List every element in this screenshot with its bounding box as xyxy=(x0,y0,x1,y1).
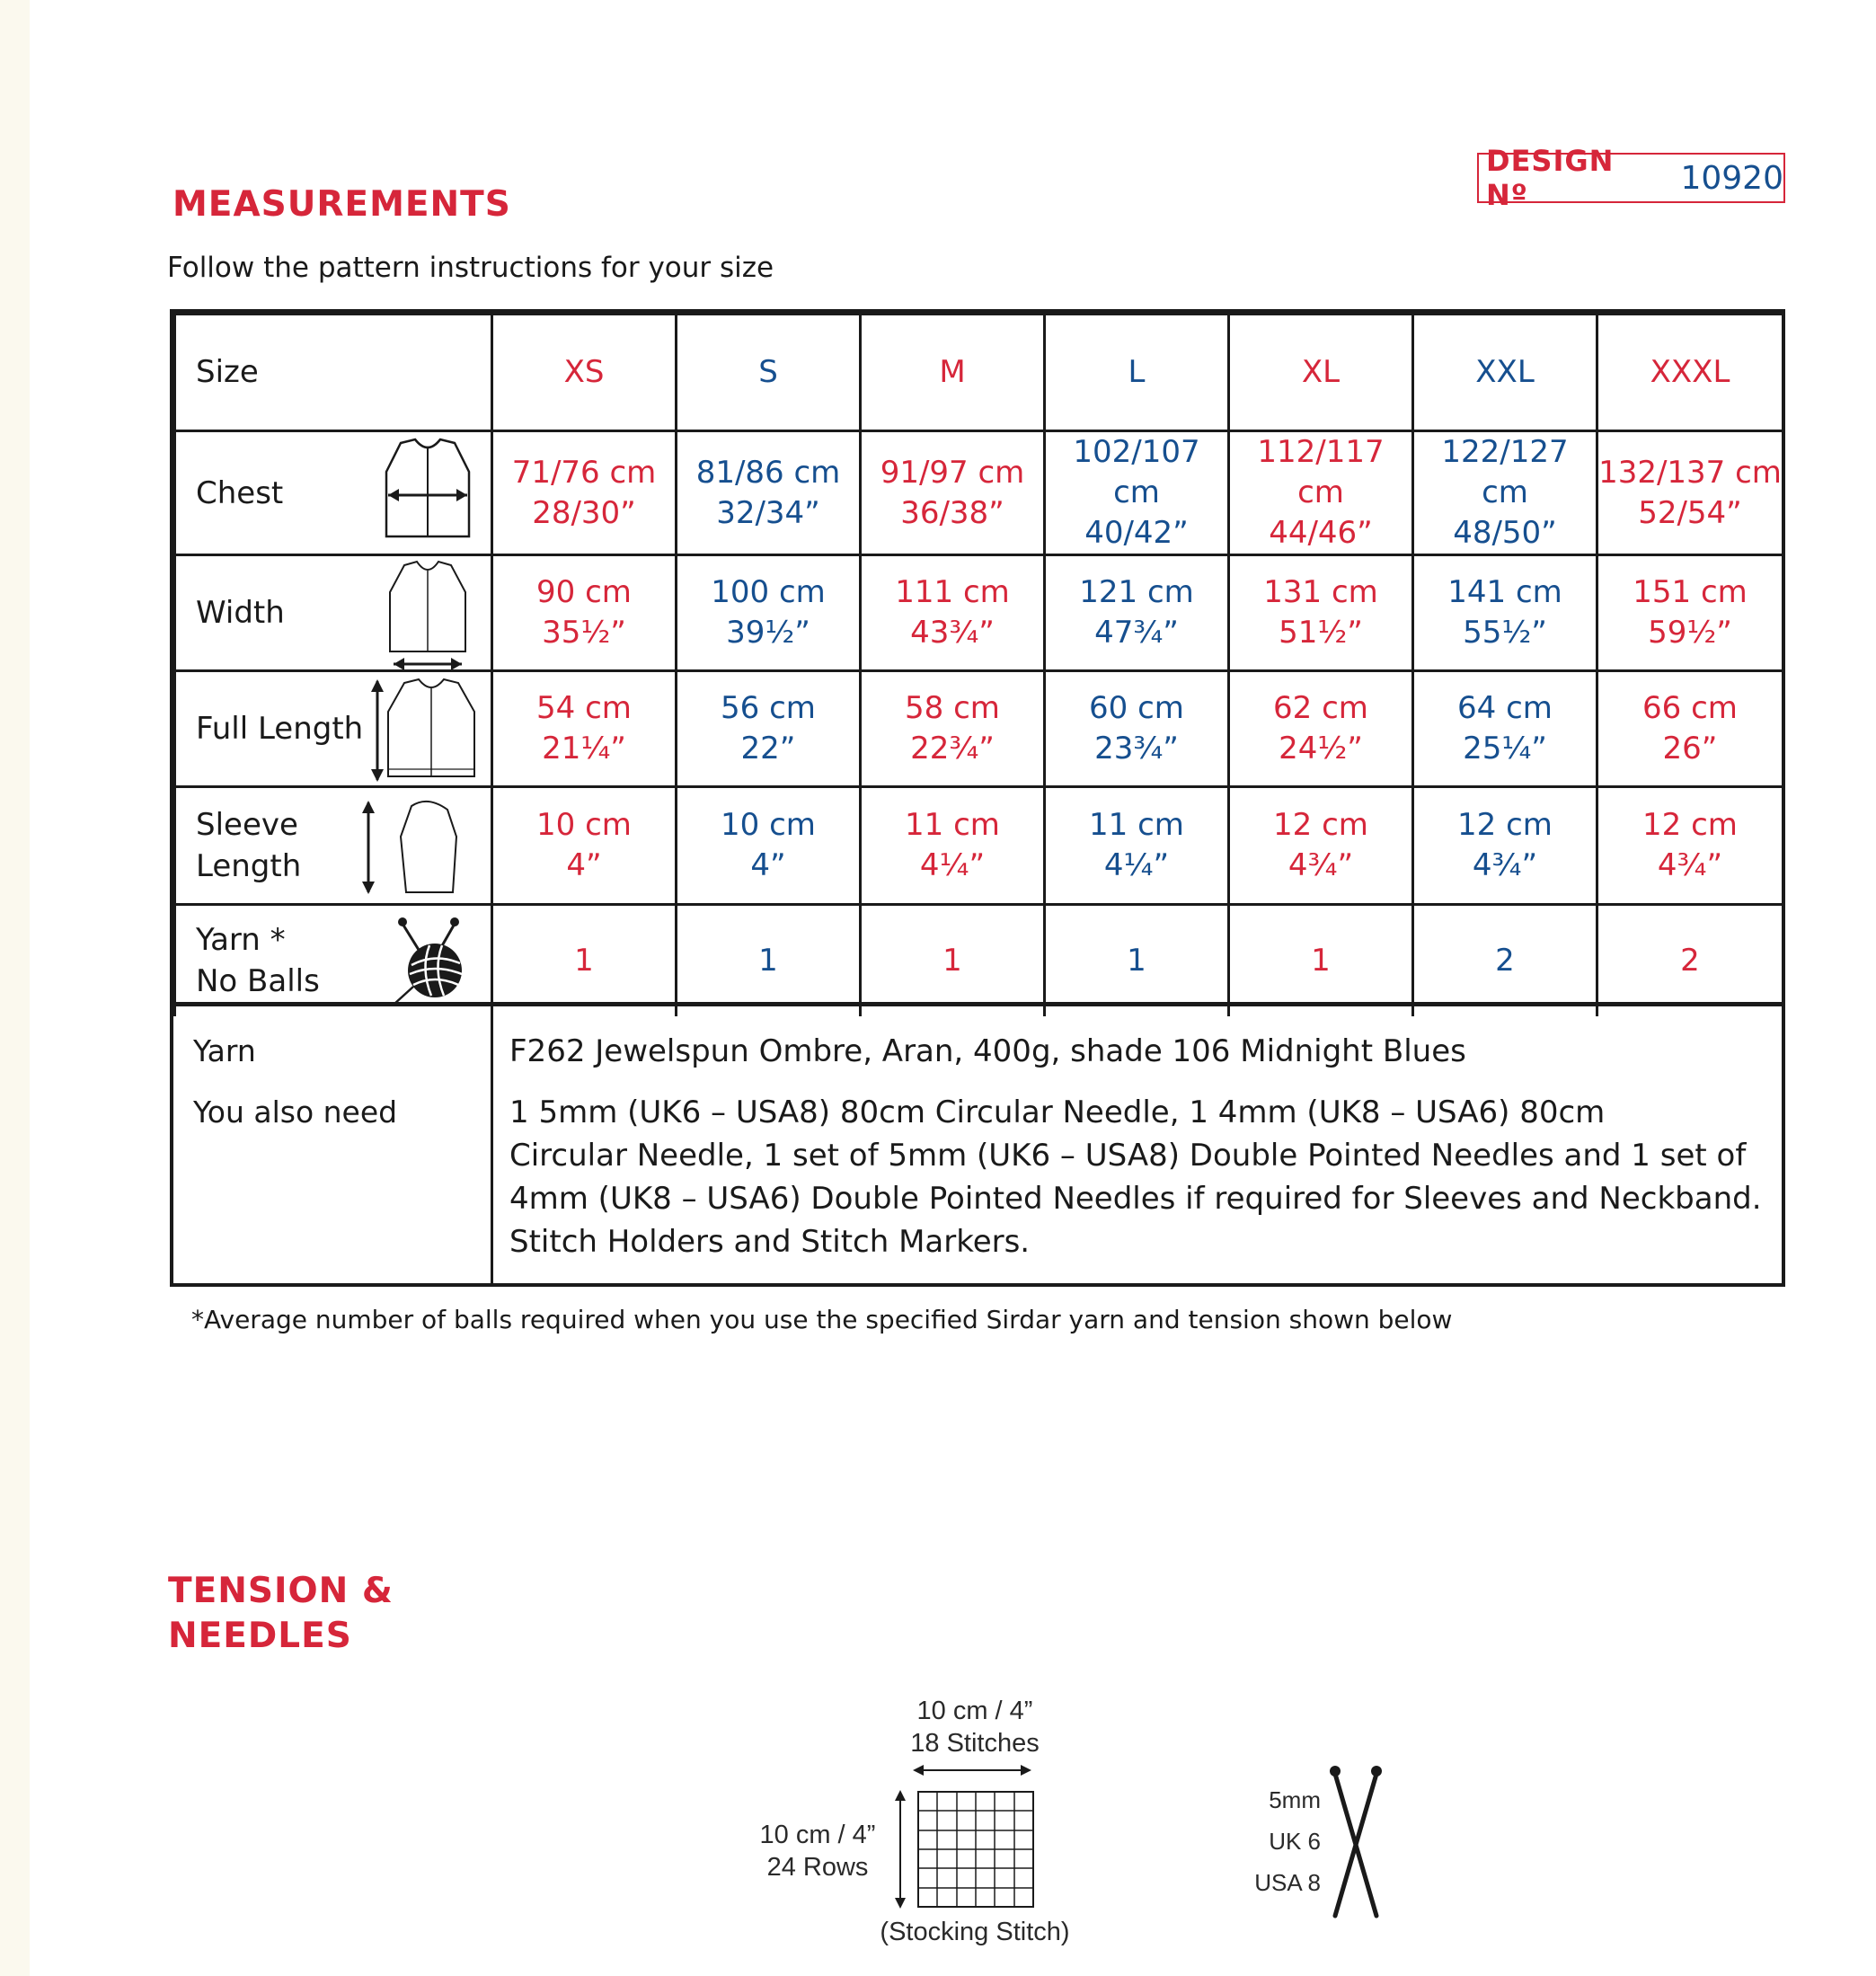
size-label: Size xyxy=(196,354,259,390)
balls-m: 1 xyxy=(861,905,1045,1016)
balls-xxl: 2 xyxy=(1413,905,1597,1016)
length-xxl-cm: 64 cm xyxy=(1457,690,1553,726)
also-need-line-4: Stitch Holders and Stitch Markers. xyxy=(509,1224,1031,1260)
chest-m-cm: 91/97 cm xyxy=(880,454,1025,491)
full-length-label: Full Length xyxy=(196,711,364,747)
width-l-inch: 47¾” xyxy=(1094,615,1179,651)
length-l-cm: 60 cm xyxy=(1089,690,1184,726)
sleeve-xs xyxy=(492,787,677,905)
tension-heading-line2: NEEDLES xyxy=(168,1616,352,1656)
width-xl xyxy=(1229,555,1413,671)
chest-l xyxy=(1045,431,1229,555)
also-need-line-1: 1 5mm (UK6 – USA8) 80cm Circular Needle, 1 4mm (UK8 – USA6) 80cm xyxy=(509,1094,1606,1130)
yarn-balls-label-line2: No Balls xyxy=(196,963,320,1000)
footnote: *Average number of balls required when you use the specified Sirdar yarn and tension shown below xyxy=(191,1305,1453,1334)
tension-stitches: 18 Stitches xyxy=(910,1729,1040,1758)
also-need-line-3: 4mm (UK8 – USA6) Double Pointed Needles if required for Sleeves and Neckband. xyxy=(509,1181,1762,1217)
width-l xyxy=(1045,555,1229,671)
width-xxl-inch: 55½” xyxy=(1463,615,1547,651)
sleeve-xxl-cm: 12 cm xyxy=(1457,807,1553,843)
design-label: DESIGN Nº xyxy=(1486,144,1615,212)
length-m xyxy=(861,671,1045,787)
length-xxxl-inch: 26” xyxy=(1662,731,1718,766)
size-xs: XS xyxy=(492,315,677,431)
width-xs xyxy=(492,555,677,671)
size-table xyxy=(170,309,1785,1006)
chest-xl xyxy=(1229,431,1413,555)
yarn-ball-needles-icon xyxy=(390,915,471,1008)
length-xl xyxy=(1229,671,1413,787)
length-xl-inch: 24½” xyxy=(1279,731,1363,766)
sleeve-xxxl xyxy=(1597,787,1783,905)
sleeve-m-inch: 4¼” xyxy=(919,847,986,883)
yarn-balls-row xyxy=(175,905,1783,1016)
chest-xs xyxy=(492,431,677,555)
sleeve-l xyxy=(1045,787,1229,905)
length-xs-inch: 21¼” xyxy=(542,731,626,766)
chest-xl-inch: 44/46” xyxy=(1269,515,1373,551)
full-length-row xyxy=(175,671,1783,787)
sleeve-xxxl-inch: 4¾” xyxy=(1657,847,1723,883)
yarn-balls-label-line1: Yarn * xyxy=(196,922,286,959)
measurements-heading: MEASUREMENTS xyxy=(173,184,511,225)
sleeve-xs-cm: 10 cm xyxy=(536,807,632,843)
tension-heading-line1: TENSION & xyxy=(168,1571,394,1611)
sleeve-s-cm: 10 cm xyxy=(721,807,816,843)
sleeve-m xyxy=(861,787,1045,905)
yarn-balls-label-cell xyxy=(175,905,492,1016)
sleeve-length-label-cell xyxy=(175,787,492,905)
also-need-line-2: Circular Needle, 1 set of 5mm (UK6 – USA8) Double Pointed Needles and 1 set of xyxy=(509,1138,1747,1174)
length-l-inch: 23¾” xyxy=(1094,731,1179,766)
length-m-cm: 58 cm xyxy=(905,690,1000,726)
width-label-cell xyxy=(175,555,492,671)
chest-xxxl xyxy=(1597,431,1783,555)
length-xs xyxy=(492,671,677,787)
sleeve-l-inch: 4¼” xyxy=(1103,847,1170,883)
chest-label: Chest xyxy=(196,474,284,511)
chest-row xyxy=(175,431,1783,555)
tension-width-measure: 10 cm / 4” xyxy=(916,1697,1033,1725)
length-xxl xyxy=(1413,671,1597,787)
width-xl-cm: 131 cm xyxy=(1263,574,1378,610)
sleeve-xl xyxy=(1229,787,1413,905)
chest-m-inch: 36/38” xyxy=(900,494,1004,531)
materials-divider xyxy=(491,1006,493,1283)
tension-height-measure: 10 cm / 4” xyxy=(759,1821,876,1849)
size-grid xyxy=(173,313,1784,1016)
chest-s-inch: 32/34” xyxy=(716,494,820,531)
width-s xyxy=(677,555,861,671)
full-length-garment-icon xyxy=(368,676,480,785)
length-xxxl-cm: 66 cm xyxy=(1642,690,1738,726)
full-length-label-cell xyxy=(175,671,492,787)
chest-xxl-cm: 122/127 cm xyxy=(1441,434,1569,510)
length-m-inch: 22¾” xyxy=(910,731,995,766)
chest-width-garment-icon xyxy=(381,436,474,544)
chest-xxl xyxy=(1413,431,1597,555)
width-xxl xyxy=(1413,555,1597,671)
chest-s-cm: 81/86 cm xyxy=(695,454,841,491)
width-l-cm: 121 cm xyxy=(1079,574,1194,610)
length-s-cm: 56 cm xyxy=(721,690,816,726)
width-row xyxy=(175,555,1783,671)
length-l xyxy=(1045,671,1229,787)
also-need-label: You also need xyxy=(193,1094,398,1130)
width-xs-inch: 35½” xyxy=(542,615,626,651)
width-xxxl-inch: 59½” xyxy=(1648,615,1732,651)
width-xl-inch: 51½” xyxy=(1279,615,1363,651)
chest-xs-inch: 28/30” xyxy=(532,494,636,531)
sleeve-length-icon xyxy=(359,797,467,898)
sleeve-length-row xyxy=(175,787,1783,905)
width-xs-cm: 90 cm xyxy=(536,574,632,610)
width-xxl-cm: 141 cm xyxy=(1447,574,1562,610)
needle-usa: USA 8 xyxy=(1254,1869,1321,1896)
sleeve-xs-inch: 4” xyxy=(566,847,602,883)
chest-label-cell xyxy=(175,431,492,555)
sleeve-xl-cm: 12 cm xyxy=(1273,807,1368,843)
length-xxl-inch: 25¼” xyxy=(1463,731,1547,766)
design-number: 10920 xyxy=(1680,159,1783,197)
tension-rows: 24 Rows xyxy=(766,1853,869,1882)
needle-uk: UK 6 xyxy=(1269,1828,1321,1855)
chest-xs-cm: 71/76 cm xyxy=(511,454,657,491)
balls-xxxl: 2 xyxy=(1597,905,1783,1016)
tension-swatch-icon xyxy=(889,1761,1042,1914)
chest-xxxl-inch: 52/54” xyxy=(1638,494,1742,531)
length-s-inch: 22” xyxy=(740,731,796,766)
sleeve-s xyxy=(677,787,861,905)
size-l: L xyxy=(1045,315,1229,431)
yarn-value: F262 Jewelspun Ombre, Aran, 400g, shade 106 Midnight Blues xyxy=(509,1033,1466,1069)
chest-xxl-inch: 48/50” xyxy=(1453,515,1557,551)
length-xl-cm: 62 cm xyxy=(1273,690,1368,726)
size-header-row xyxy=(175,315,1783,431)
width-label: Width xyxy=(196,595,285,631)
design-number-box xyxy=(1477,144,1785,212)
size-xxl: XXL xyxy=(1413,315,1597,431)
sleeve-xl-inch: 4¾” xyxy=(1288,847,1354,883)
balls-xs: 1 xyxy=(492,905,677,1016)
sleeve-l-cm: 11 cm xyxy=(1089,807,1184,843)
width-xxxl xyxy=(1597,555,1783,671)
balls-xl: 1 xyxy=(1229,905,1413,1016)
hem-width-garment-icon xyxy=(381,560,474,671)
width-s-inch: 39½” xyxy=(726,615,810,651)
materials-box xyxy=(170,1003,1785,1287)
size-xxxl: XXXL xyxy=(1597,315,1783,431)
sleeve-xxxl-cm: 12 cm xyxy=(1642,807,1738,843)
width-xxxl-cm: 151 cm xyxy=(1633,574,1748,610)
size-instructions-text: Follow the pattern instructions for your size xyxy=(167,252,774,284)
size-xl: XL xyxy=(1229,315,1413,431)
chest-l-inch: 40/42” xyxy=(1084,515,1189,551)
sleeve-xxl xyxy=(1413,787,1597,905)
size-s: S xyxy=(677,315,861,431)
width-m-inch: 43¾” xyxy=(910,615,995,651)
sleeve-s-inch: 4” xyxy=(750,847,786,883)
chest-s xyxy=(677,431,861,555)
sleeve-label-line1: Sleeve xyxy=(196,807,298,843)
length-xxxl xyxy=(1597,671,1783,787)
yarn-label: Yarn xyxy=(193,1033,256,1068)
crossed-needles-icon xyxy=(1324,1763,1387,1923)
tension-stitch-type: (Stocking Stitch) xyxy=(880,1918,1070,1946)
sleeve-m-cm: 11 cm xyxy=(905,807,1000,843)
sleeve-label-line2: Length xyxy=(196,848,302,884)
width-m-cm: 111 cm xyxy=(895,574,1010,610)
chest-xxxl-cm: 132/137 cm xyxy=(1598,454,1782,491)
balls-l: 1 xyxy=(1045,905,1229,1016)
width-m xyxy=(861,555,1045,671)
width-s-cm: 100 cm xyxy=(711,574,826,610)
size-label-cell xyxy=(175,315,492,431)
needle-size: 5mm xyxy=(1269,1786,1321,1813)
balls-s: 1 xyxy=(677,905,861,1016)
chest-l-cm: 102/107 cm xyxy=(1073,434,1200,510)
chest-m xyxy=(861,431,1045,555)
length-xs-cm: 54 cm xyxy=(536,690,632,726)
size-m: M xyxy=(861,315,1045,431)
sleeve-xxl-inch: 4¾” xyxy=(1472,847,1538,883)
chest-xl-cm: 112/117 cm xyxy=(1257,434,1385,510)
length-s xyxy=(677,671,861,787)
